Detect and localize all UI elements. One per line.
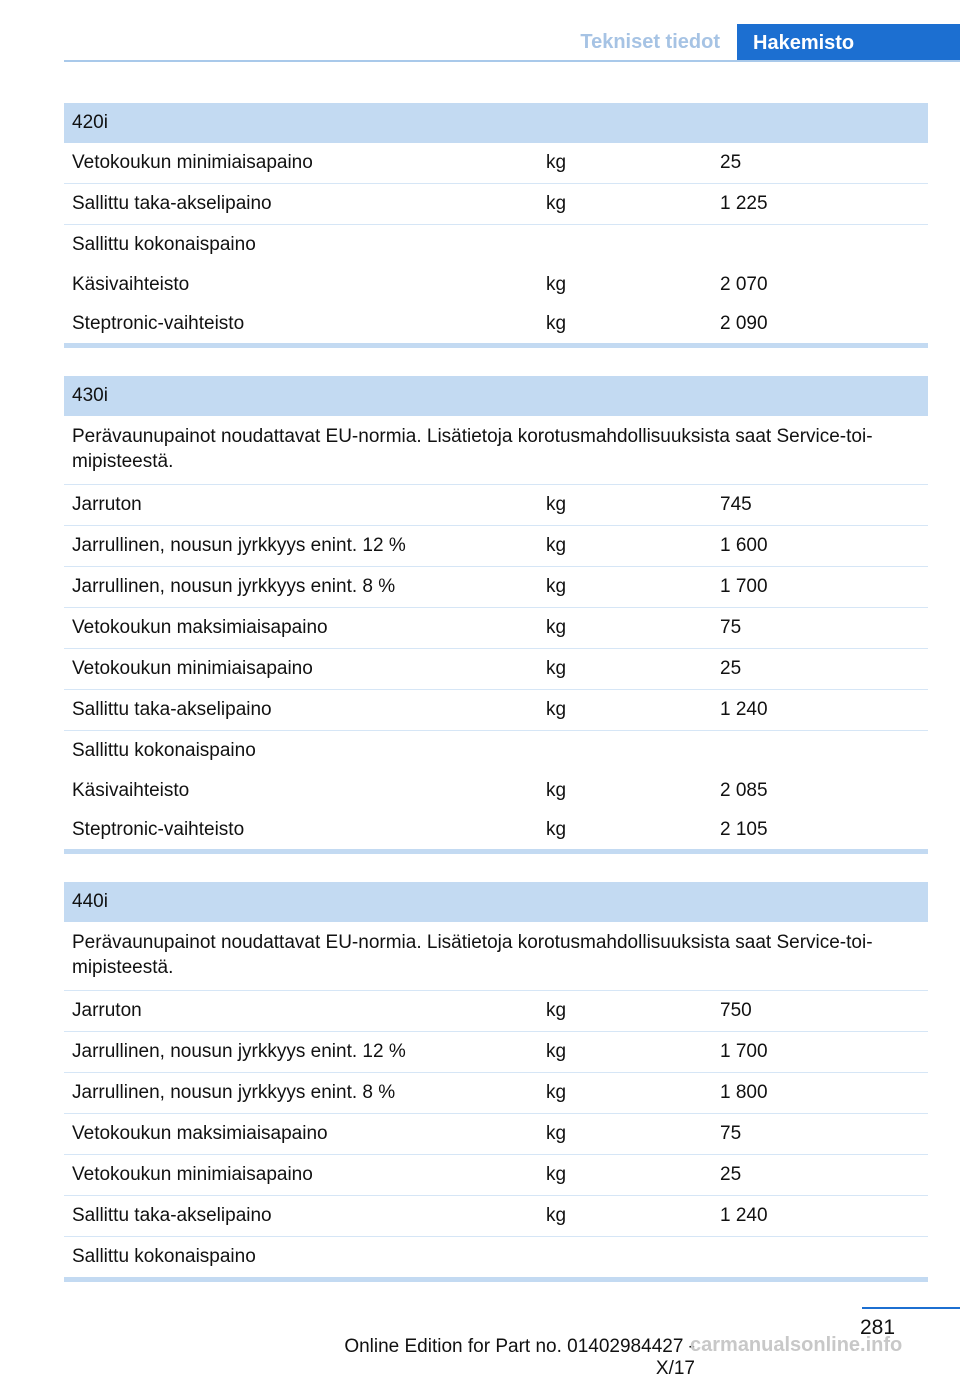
row-value: 25 [720,658,742,679]
row-unit: kg [546,617,567,638]
table-row [64,607,928,648]
row-label: Sallittu taka-akselipaino [72,1205,272,1226]
table-row [64,1195,928,1236]
row-label: Käsivaihteisto [72,779,190,801]
table-row [64,1154,928,1195]
row-label: Jarruton [72,494,142,515]
row-unit: kg [546,699,567,720]
row-unit: kg [546,152,567,173]
section-440i [64,882,928,1282]
row-label: Jarrullinen, nousun jyrkkyys enint. 12 % [72,535,406,556]
table-row [64,265,928,304]
row-value: 745 [720,494,752,515]
spec-tables [64,103,928,1310]
row-label: Vetokoukun minimiaisapaino [72,658,313,679]
table-row [64,730,928,771]
row-label: Sallittu kokonaispaino [72,234,256,255]
row-value: 1 240 [720,699,768,720]
row-unit: kg [546,818,567,840]
tab-tekniset-tiedot[interactable]: Tekniset tiedot [580,31,720,53]
row-label: Jarruton [72,1000,142,1021]
table-row [64,689,928,730]
row-label: Jarrullinen, nousun jyrkkyys enint. 8 % [72,1082,396,1103]
row-value: 1 600 [720,535,768,556]
row-label: Sallittu kokonaispaino [72,1246,256,1267]
row-value: 25 [720,152,742,173]
section-note: Perävaunupainot noudattavat EU-normia. Lisätietoja korotusmahdollisuuksista saat Service-toi-mipisteestä. [72,426,873,472]
row-label: Vetokoukun minimiaisapaino [72,1164,313,1185]
row-label: Sallittu taka-akselipaino [72,699,272,720]
watermark: carmanualsonline.info [690,1334,903,1356]
row-value: 75 [720,1123,742,1144]
table-row [64,1072,928,1113]
table-row [64,1236,928,1277]
section-title: 430i [64,376,928,416]
row-value: 2 070 [720,273,768,295]
row-label: Vetokoukun minimiaisapaino [72,152,313,173]
table-row [64,1113,928,1154]
row-value: 1 240 [720,1205,768,1226]
row-unit: kg [546,1123,567,1144]
row-unit: kg [546,1082,567,1103]
table-row [64,1031,928,1072]
table-row [64,990,928,1031]
table-row [64,224,928,265]
row-label: Steptronic-vaihteisto [72,818,245,840]
row-value: 2 105 [720,818,768,840]
row-label: Käsivaihteisto [72,273,190,295]
row-unit: kg [546,576,567,597]
row-unit: kg [546,535,567,556]
table-row [64,771,928,810]
table-row [64,810,928,849]
table-row [64,183,928,224]
row-unit: kg [546,1164,567,1185]
row-value: 2 090 [720,312,768,334]
row-unit: kg [546,1041,567,1062]
row-unit: kg [546,273,567,295]
row-value: 1 225 [720,193,768,214]
row-value: 1 700 [720,1041,768,1062]
row-value: 1 700 [720,576,768,597]
table-row [64,525,928,566]
section-title: 420i [64,103,928,143]
section-430i [64,376,928,854]
row-value: 25 [720,1164,742,1185]
row-label: Vetokoukun maksimiaisapaino [72,617,328,638]
table-row [64,143,928,183]
table-row [64,304,928,343]
section-420i [64,103,928,348]
row-unit: kg [546,1000,567,1021]
table-row [64,566,928,607]
row-label: Sallittu taka-akselipaino [72,193,272,214]
row-unit: kg [546,193,567,214]
row-label: Jarrullinen, nousun jyrkkyys enint. 8 % [72,576,396,597]
row-unit: kg [546,658,567,679]
section-note: Perävaunupainot noudattavat EU-normia. Lisätietoja korotusmahdollisuuksista saat Service-toi-mipisteestä. [72,932,873,978]
edition-text: Online Edition for Part no. 01402984427 - X/17 [344,1336,695,1379]
section-title: 440i [64,882,928,922]
row-unit: kg [546,494,567,515]
page-header [0,0,960,62]
table-row [64,484,928,525]
page-number: 281 [860,1316,896,1339]
row-unit: kg [546,779,567,801]
row-label: Steptronic-vaihteisto [72,312,245,334]
row-value: 1 800 [720,1082,768,1103]
header-rule [64,60,960,62]
row-value: 2 085 [720,779,768,801]
footer-rule [862,1307,960,1309]
row-unit: kg [546,1205,567,1226]
row-value: 75 [720,617,742,638]
table-row [64,648,928,689]
row-value: 750 [720,1000,752,1021]
row-unit: kg [546,312,567,334]
row-label: Jarrullinen, nousun jyrkkyys enint. 12 % [72,1041,406,1062]
row-label: Sallittu kokonaispaino [72,740,256,761]
tab-hakemisto[interactable]: Hakemisto [737,24,960,62]
row-label: Vetokoukun maksimiaisapaino [72,1123,328,1144]
